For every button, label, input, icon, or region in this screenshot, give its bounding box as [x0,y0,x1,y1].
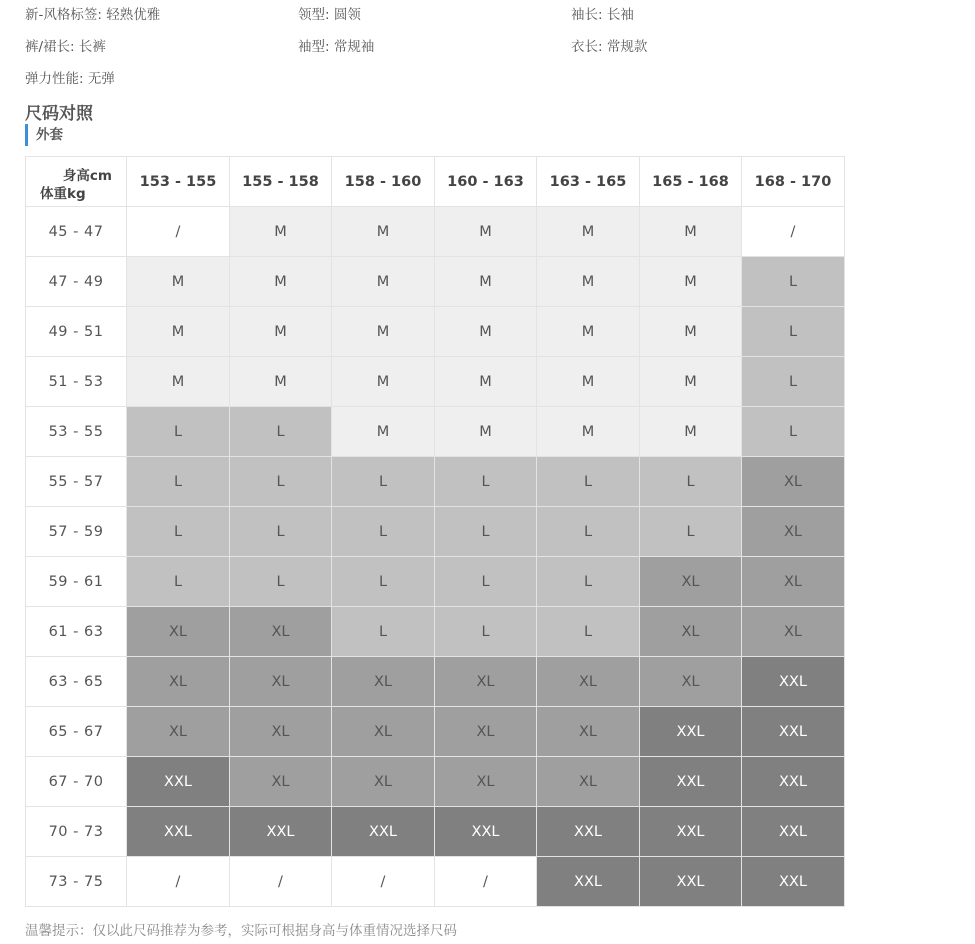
table-row [26,657,845,707]
weight-header-cell: 63 - 65 [26,657,127,707]
size-cell: XL [537,657,640,707]
size-cell: XL [127,657,230,707]
attribute-style-tag: 新-风格标签: 轻熟优雅 [25,7,161,23]
size-cell: L [332,557,435,607]
size-cell: L [435,607,537,657]
size-cell: L [332,507,435,557]
attribute-elasticity: 弹力性能: 无弹 [25,71,115,87]
height-header-cell: 158 - 160 [332,157,435,207]
table-row [26,307,845,357]
size-cell: M [435,307,537,357]
size-cell: XL [640,557,742,607]
size-cell: XL [435,657,537,707]
size-cell: L [230,407,332,457]
table-row [26,207,845,257]
weight-header-cell: 65 - 67 [26,707,127,757]
table-row [26,607,845,657]
size-cell: M [127,257,230,307]
size-cell: XL [742,557,845,607]
size-cell: M [127,307,230,357]
size-cell: L [230,557,332,607]
attribute-collar: 领型: 圆领 [298,7,361,23]
size-cell: L [640,457,742,507]
size-cell: XXL [640,807,742,857]
size-cell: M [230,357,332,407]
size-cell: M [537,207,640,257]
size-cell: XL [742,507,845,557]
table-row [26,507,845,557]
size-cell: M [332,207,435,257]
size-cell: / [127,857,230,907]
size-cell: L [640,507,742,557]
size-cell: M [332,257,435,307]
weight-header-cell: 57 - 59 [26,507,127,557]
size-cell: XL [332,707,435,757]
weight-header-cell: 70 - 73 [26,807,127,857]
table-row [26,707,845,757]
size-cell: XXL [230,807,332,857]
size-tip: 温馨提示：仅以此尺码推荐为参考，实际可根据身高与体重情况选择尺码 [25,923,457,939]
size-chart-table [25,156,845,907]
size-cell: XXL [332,807,435,857]
size-cell: L [537,457,640,507]
size-cell: / [435,857,537,907]
corner-header-cell [26,157,127,207]
size-cell: M [230,307,332,357]
size-cell: XXL [742,657,845,707]
size-cell: / [230,857,332,907]
weight-header-cell: 45 - 47 [26,207,127,257]
size-cell: XL [742,607,845,657]
size-cell: XXL [640,757,742,807]
size-cell: XL [127,607,230,657]
size-cell: XL [332,657,435,707]
attribute-pants-length: 裤/裙长: 长裤 [25,39,106,55]
size-cell: M [230,257,332,307]
size-cell: L [332,607,435,657]
size-cell: / [127,207,230,257]
size-cell: XL [435,707,537,757]
size-cell: / [742,207,845,257]
table-row [26,807,845,857]
size-cell: XL [127,707,230,757]
size-cell: L [435,557,537,607]
size-cell: M [537,357,640,407]
weight-header-cell: 55 - 57 [26,457,127,507]
size-cell: M [537,257,640,307]
size-chart-subtitle: 外套 [25,124,63,146]
product-attributes [25,0,825,96]
size-cell: L [435,457,537,507]
size-cell: L [127,557,230,607]
size-cell: XL [230,707,332,757]
weight-header-cell: 51 - 53 [26,357,127,407]
weight-unit-label: 体重kg [40,186,86,202]
size-cell: M [640,207,742,257]
height-header-cell: 153 - 155 [127,157,230,207]
size-cell: L [127,407,230,457]
height-header-cell: 163 - 165 [537,157,640,207]
size-cell: XL [332,757,435,807]
size-cell: M [230,207,332,257]
size-cell: XL [230,657,332,707]
size-cell: L [742,407,845,457]
size-cell: XXL [537,807,640,857]
attribute-garment-length: 衣长: 常规款 [571,39,648,55]
size-cell: M [332,357,435,407]
size-cell: M [435,207,537,257]
weight-header-cell: 49 - 51 [26,307,127,357]
size-cell: L [537,557,640,607]
size-cell: M [435,407,537,457]
size-cell: M [127,357,230,407]
size-cell: M [332,407,435,457]
size-cell: XXL [127,757,230,807]
size-cell: L [230,507,332,557]
size-cell: M [640,407,742,457]
height-unit-label: 身高cm [62,168,112,184]
size-cell: L [742,307,845,357]
size-cell: XXL [742,857,845,907]
size-cell: L [127,507,230,557]
weight-header-cell: 67 - 70 [26,757,127,807]
attribute-sleeve-type: 袖型: 常规袖 [298,39,375,55]
size-cell: XL [435,757,537,807]
size-cell: M [332,307,435,357]
size-cell: L [230,457,332,507]
weight-header-cell: 73 - 75 [26,857,127,907]
size-cell: XXL [742,707,845,757]
height-header-cell: 160 - 163 [435,157,537,207]
size-cell: XL [742,457,845,507]
size-cell: L [537,507,640,557]
size-cell: XL [640,657,742,707]
height-header-cell: 168 - 170 [742,157,845,207]
size-cell: XL [640,607,742,657]
table-row [26,557,845,607]
attribute-sleeve-length: 袖长: 长袖 [571,7,634,23]
size-cell: XL [537,707,640,757]
size-cell: L [332,457,435,507]
weight-header-cell: 59 - 61 [26,557,127,607]
size-cell: XXL [742,807,845,857]
attribute-row [25,32,825,64]
size-cell: M [640,307,742,357]
size-chart-title: 尺码对照 [25,104,93,124]
size-cell: L [537,607,640,657]
size-cell: XL [230,607,332,657]
weight-header-cell: 61 - 63 [26,607,127,657]
table-row [26,457,845,507]
table-row [26,857,845,907]
table-row [26,757,845,807]
size-cell: L [742,357,845,407]
size-cell: M [435,257,537,307]
size-cell: XXL [742,757,845,807]
size-cell: L [435,507,537,557]
table-row [26,357,845,407]
size-cell: M [640,257,742,307]
height-header-cell: 165 - 168 [640,157,742,207]
size-cell: M [537,307,640,357]
size-cell: XXL [127,807,230,857]
size-cell: XXL [640,707,742,757]
size-cell: XL [537,757,640,807]
size-cell: M [537,407,640,457]
size-cell: XXL [435,807,537,857]
table-row [26,407,845,457]
weight-header-cell: 53 - 55 [26,407,127,457]
weight-header-cell: 47 - 49 [26,257,127,307]
size-cell: L [742,257,845,307]
table-row [26,257,845,307]
height-header-cell: 155 - 158 [230,157,332,207]
size-cell: XXL [537,857,640,907]
size-cell: / [332,857,435,907]
size-cell: XXL [640,857,742,907]
size-cell: L [127,457,230,507]
attribute-row [25,0,825,32]
size-cell: M [640,357,742,407]
size-cell: M [435,357,537,407]
attribute-row [25,64,825,96]
size-cell: XL [230,757,332,807]
table-header-row [26,157,845,207]
